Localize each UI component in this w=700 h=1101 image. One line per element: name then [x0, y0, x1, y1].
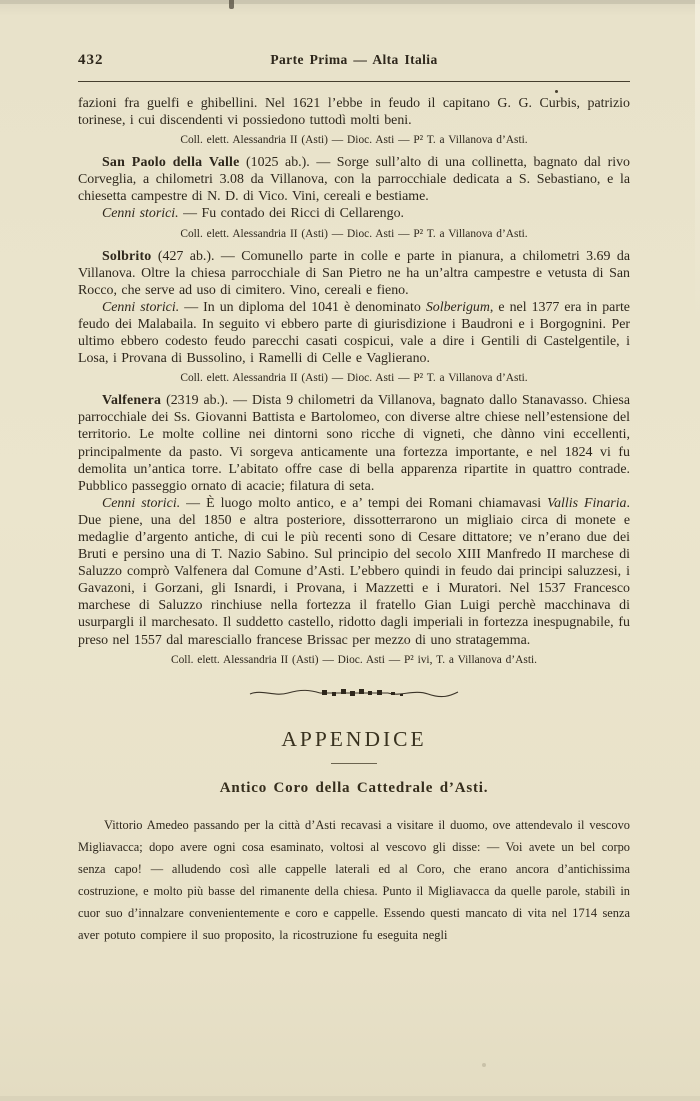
section-divider-ornament [248, 685, 460, 701]
appendix-heading: APPENDICE [281, 726, 427, 751]
entry-solbrito [78, 248, 630, 299]
entry-san-paolo-cenni-storici [78, 205, 630, 222]
cenni-storici-label: Cenni storici. [102, 495, 181, 511]
appendix-section [0, 727, 700, 946]
electoral-college-line: Coll. elett. Alessandria II (Asti) — Dioc. Asti — P² ivi, T. a Villanova d’Asti. [170, 653, 537, 666]
entry-body: (2319 ab.). — Dista 9 chilometri da Villanova, bagnato dallo Stanavasso. Chiesa parrocchiale dei Ss. Giovanni Battista e Bartolomeo, con diverse altre chiese nell’estensione del territorio. Le molte colline nei dintorni sono ricche di vigneti, che dànno vini eccellenti, principalmente da pasto. Vi sorgeva anticamente una fortezza importante, e nel 1824 vi fu demolita un’antica torre. L’abitato offre case di bella apparenza ripartite in quattro contrade. Pubblico passeggio ornato di acacie; filatura di seta. [78, 393, 630, 494]
entry-san-paolo-della-valle [78, 154, 630, 205]
cenni-storici-label: Cenni storici. [102, 299, 180, 315]
cenni-text: — È luogo molto antico, e a’ tempi dei Romani chiamavasi [180, 495, 548, 511]
entry-name: San Paolo della Valle [102, 155, 240, 171]
entry-body: (427 ab.). — Comunello parte in colle e parte in pianura, a chilometri 3.69 da Villanova. Oltre la chiesa parrocchiale di San Pietro ne ha un’altra campestre e vetusta di San Rocco, che serve ad uso di cimitero. Vino, cereali e fieno. [78, 248, 630, 298]
cenni-storici-label: Cenni storici. [102, 206, 179, 222]
appendix-paragraph: Vittorio Amedeo passando per la città d’Asti recavasi a visitare il duomo, ove attendevalo il vescovo Migliavacca; dopo avere ogni cosa esaminato, voltosi al vescovo gli disse: — Voi avete un bel corpo senza capo! — alludendo così alle cappelle laterali ed al Coro, che erano ancora d’antichissima costruzione, e molto più basse del rimanente della chiesa. Punto il Migliavacca da quelle parole, stabilì in cuor suo d’innalzare convenientemente e coro e cappelle. Essendo questi mancato di vita nel 1714 senza aver potuto compiere il suo proposito, la ricostruzione fu eseguita negli [78, 817, 630, 942]
scan-speck [482, 1063, 486, 1067]
electoral-college-line: Coll. elett. Alessandria II (Asti) — Dioc. Asti — P² T. a Villanova d’Asti. [180, 134, 528, 147]
squiggle-ornament-icon [248, 685, 460, 701]
appendix-subheading: Antico Coro della Cattedrale d’Asti. [219, 779, 489, 796]
scan-edge-bottom [0, 1096, 700, 1101]
entry-name: Valfenera [102, 393, 162, 409]
paragraph-text: fazioni fra guelfi e ghibellini. Nel 1621 l’ebbe in feudo il capitano G. G. Curbis, patrizio torinese, i cui discendenti vi possiedono tuttodì molti beni. [78, 96, 630, 129]
entry-valfenera [78, 392, 630, 495]
cenni-text: , e nel 1377 era in parte feudo dei Malabaila. In seguito vi ebbero parte di giurisdizione i Baudroni e i Borgognini. Per ultimo ebbero codesto feudo parecchi casati cospicui, vale a dire i Gentili di Castelgentile, i Losa, i Provana di Bussolino, i Ramelli di Celle e Vaglierano. [78, 299, 630, 367]
entry-valfenera-cenni-storici [78, 495, 630, 649]
entry-name: Solbrito [102, 248, 152, 264]
scan-speck [555, 90, 558, 93]
latin-name: Vallis Finaria [547, 495, 627, 511]
running-header-title: Parte Prima — Alta Italia [270, 52, 438, 67]
electoral-college-line: Coll. elett. Alessandria II (Asti) — Dioc. Asti — P² T. a Villanova d’Asti. [180, 227, 528, 240]
entry-solbrito-cenni-storici [78, 299, 630, 367]
cenni-text: — Fu contado dei Ricci di Cellarengo. [178, 206, 404, 222]
cenni-text: . Due piene, una del 1850 e altra posteriore, dissotterrarono un migliaio circa di monete e medaglie d’argento antiche, di cui le più recenti sono di Cesare dittatore; ve n’erano due dei Bruti e persino una di T. Nazio Sabino. Sul principio del secolo XIII Manfredo II marchese di Saluzzo comprò Valfenera dal Comune d’Asti. L’ebbero quindi in feudo dai principi saluzzesi, i Gavazoni, i Gorzani, gli Isnardi, i Provana, i Mazzetti e i Muratori. Nel 1537 Francesco marchese di Saluzzo rinchiuse nella fortezza il fratello Gian Luigi perchè macchinava di usurpargli il marchesato. Il suddetto castello, ridotto dagli imperiali in fortezza inespugnabile, fu preso nel 1557 dal maresciallo francese Brissac per mezzo di uno stratagemma. [78, 495, 630, 648]
page-number: 432 [78, 52, 104, 68]
latin-name: Solberigum [425, 299, 490, 315]
continuation-paragraph [78, 95, 630, 129]
electoral-college-line: Coll. elett. Alessandria II (Asti) — Dioc. Asti — P² T. a Villanova d’Asti. [180, 372, 528, 385]
text-column [0, 82, 700, 701]
cenni-text: — In un diploma del 1041 è denominato [179, 299, 426, 315]
entry-body: (1025 ab.). — Sorge sull’alto di una collinetta, bagnato dal rivo Corveglia, a chilometri 3.08 da Villanova, con la parrocchiale dedicata a S. Sebastiano, e la chiesetta campestre di N. D. di Vico. Vini, cereali e bestiame. [78, 155, 630, 205]
page-header [0, 0, 700, 70]
heading-rule [331, 763, 377, 764]
